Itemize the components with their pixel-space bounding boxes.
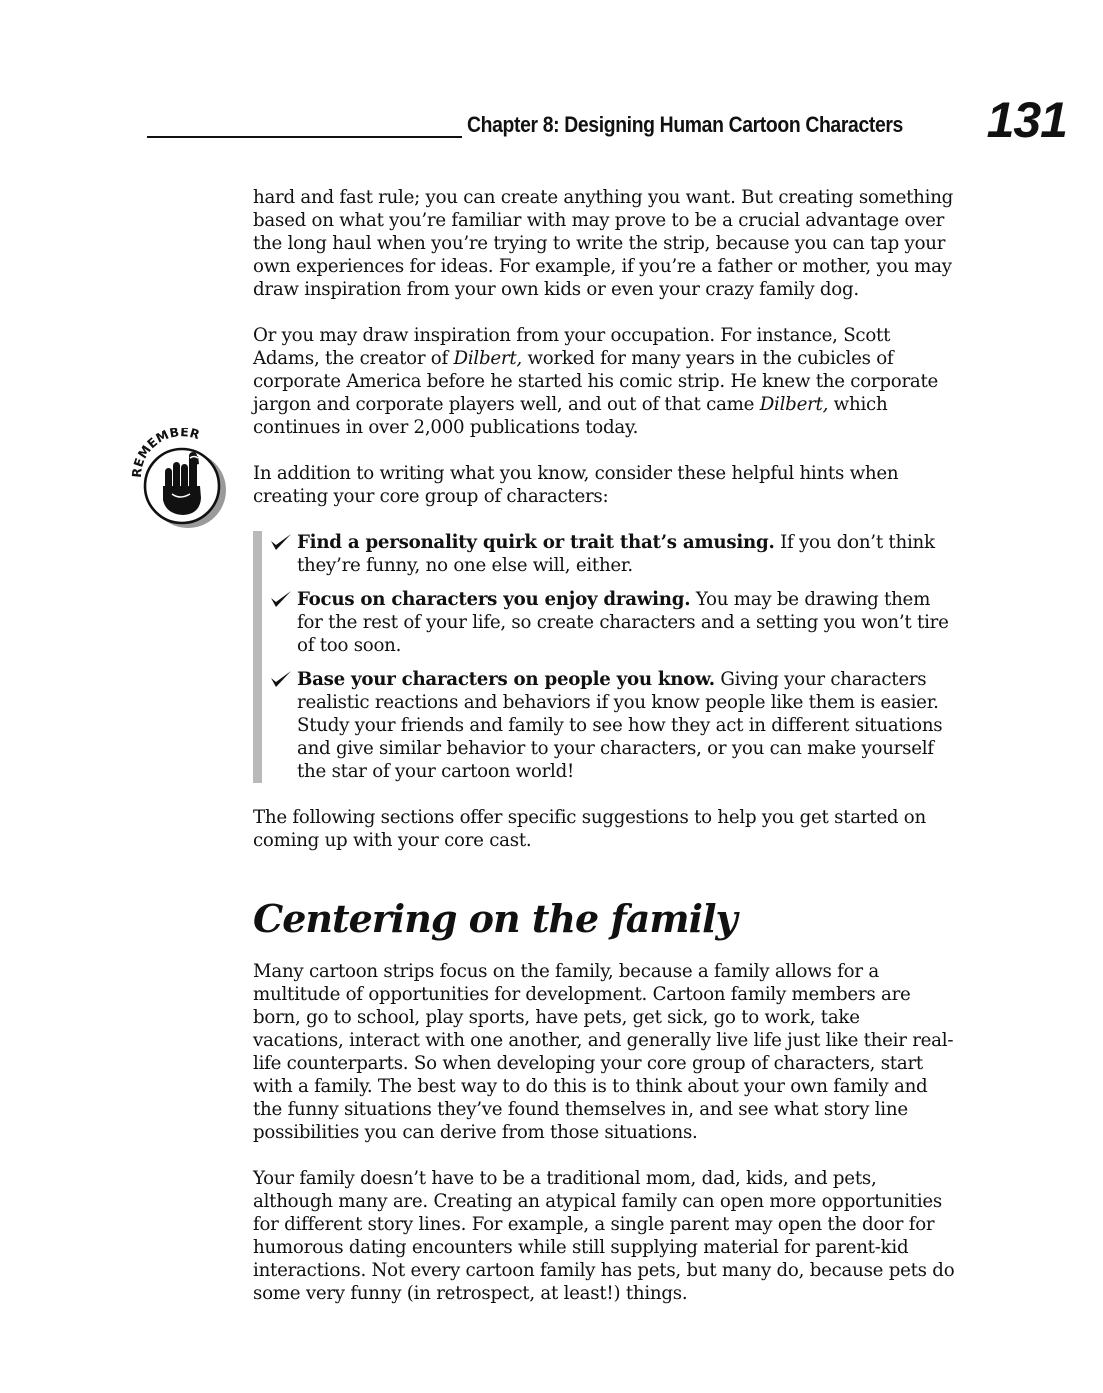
body-paragraph: Your family doesn’t have to be a traditional mom, dad, kids, and pets, although many are. Creating an atypical family can open more opportunities for different story lines. For example, a single parent may open the door for humorous dating encounters while still supplying material for parent-kid interactions. Not every cartoon family has pets, but many do, because pets do some very funny (in retrospect, at least!) things. xyxy=(253,1168,955,1304)
remember-label: REMEMBER xyxy=(128,428,202,479)
body-paragraph-dilbert xyxy=(253,324,955,439)
main-content xyxy=(253,186,955,1328)
bullet-lead: Find a personality quirk or trait that’s amusing. xyxy=(297,532,775,553)
bullet-text: You may be drawing them for the rest of your life, so create characters and a setting you won’t tire of too soon. xyxy=(297,589,949,656)
italic-title: Dilbert, xyxy=(759,394,829,415)
bullet-text: If you don’t think they’re funny, no one else will, either. xyxy=(297,532,935,576)
check-icon xyxy=(270,669,292,689)
header-rule xyxy=(147,136,462,138)
section-heading: Centering on the family xyxy=(253,896,737,941)
check-icon xyxy=(270,532,292,552)
running-head: Chapter 8: Designing Human Cartoon Characters xyxy=(467,112,903,137)
body-paragraph: hard and fast rule; you can create anything you want. But creating something based on what you’re familiar with may prove to be a crucial advantage over the long haul when you’re trying to write the strip, because you can tap your own experiences for ideas. For example, if you’re a father or mother, you may draw inspiration from your own kids or even your crazy family dog. xyxy=(253,187,954,300)
bullet-text: Giving your characters realistic reactions and behaviors if you know people like them is easier. Study your friends and family to see how they act in different situations and give similar behavior to your characters, or you can make yourself the star of your cartoon world! xyxy=(297,669,943,782)
list-item xyxy=(253,588,955,657)
bullet-lead: Focus on characters you enjoy drawing. xyxy=(297,589,691,610)
page-header xyxy=(147,92,1067,148)
hints-list xyxy=(253,531,955,783)
text-run: Or you may draw inspiration from your occupation. For instance, Scott Adams, the creator of xyxy=(253,325,891,369)
check-icon xyxy=(270,589,292,609)
text-run: which continues in over 2,000 publications today. xyxy=(253,394,888,438)
sections-intro: The following sections offer specific suggestions to help you get started on coming up with your core cast. xyxy=(253,807,926,851)
hints-intro: In addition to writing what you know, consider these helpful hints when creating your core group of characters: xyxy=(253,463,899,507)
page-number: 131 xyxy=(986,92,1067,148)
remember-hand-icon xyxy=(128,428,228,530)
list-item xyxy=(253,668,955,783)
text-run: worked for many years in the cubicles of corporate America before he started his comic strip. He knew the corporate jargon and corporate players well, and out of that came xyxy=(253,348,939,415)
body-paragraph: Many cartoon strips focus on the family, because a family allows for a multitude of opportunities for development. Cartoon family members are born, go to school, play sports, have pets, get sick, go to work, take vacations, interact with one another, and generally live life just like their real-life counterparts. So when developing your core group of characters, start with a family. The best way to do this is to think about your own family and the funny situations they’ve found themselves in, and see what story line possibilities you can derive from those situations. xyxy=(253,961,954,1143)
italic-title: Dilbert, xyxy=(453,348,522,369)
list-item xyxy=(253,531,955,577)
bullet-lead: Base your characters on people you know. xyxy=(297,669,715,690)
